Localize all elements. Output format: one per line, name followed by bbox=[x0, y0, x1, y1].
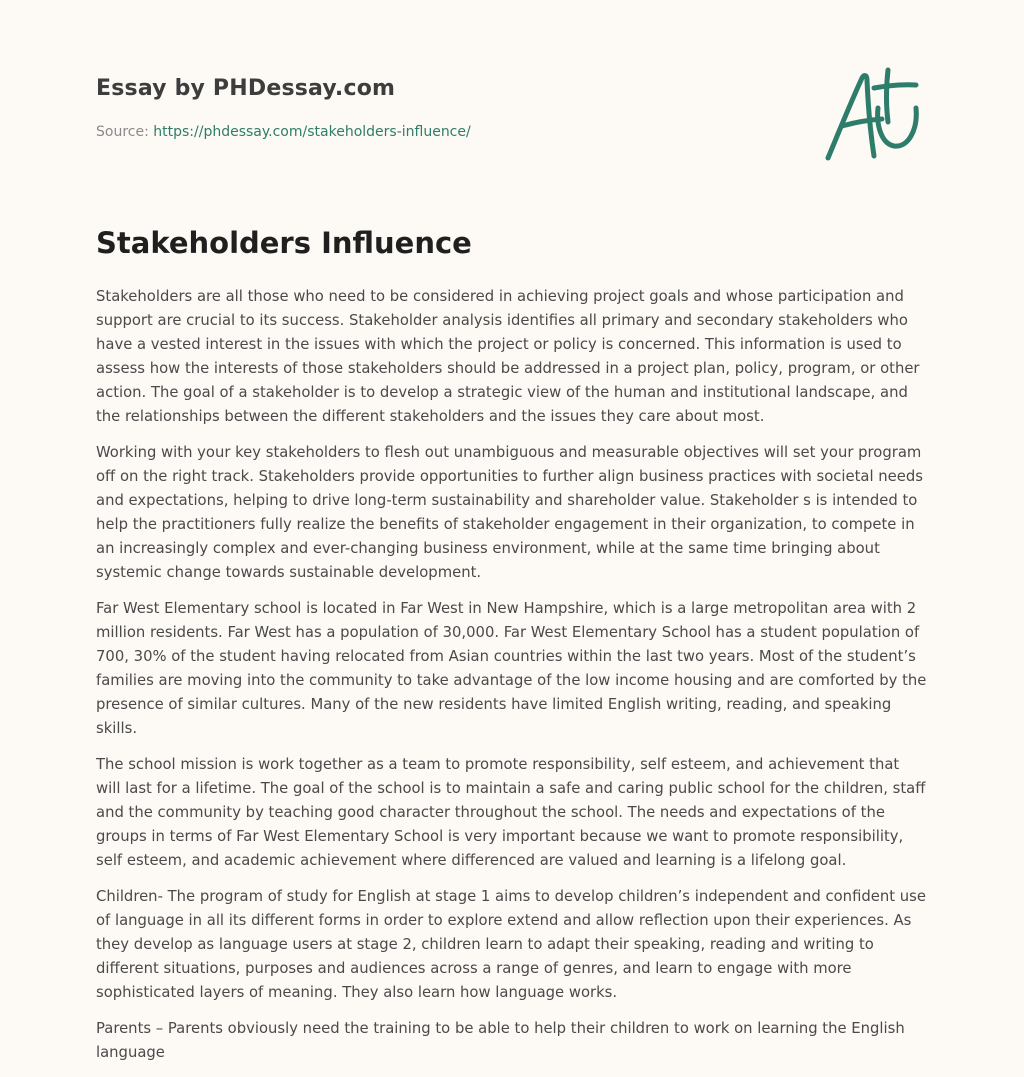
essay-paragraph: Children- The program of study for English at stage 1 aims to develop children’s independent and confident use of language in all its different forms in order to explore extend and allow reflection upon their experiences. As they develop as language users at stage 2, children learn to adapt their speaking, reading and writing to different situations, purposes and audiences across a range of genres, and learn to engage with more sophisticated layers of meaning. They also learn how language works. bbox=[96, 888, 926, 1001]
essay-paragraph: Working with your key stakeholders to flesh out unambiguous and measurable objectives will set your program off on the right track. Stakeholders provide opportunities to further align business practices with societal needs and expectations, helping to drive long-term sustainability and shareholder value. Stakeholder s is intended to help the practitioners fully realize the benefits of stakeholder engagement in their organization, to compete in an increasingly complex and ever-changing business environment, while at the same time bringing about systemic change towards sustainable development. bbox=[96, 444, 923, 581]
essay-paragraph: Stakeholders are all those who need to be considered in achieving project goals and whose participation and support are crucial to its success. Stakeholder analysis identifies all primary and secondary stakeholders who have a vested interest in the issues with which the project or policy is concerned. This information is used to assess how the interests of those stakeholders should be addressed in a project plan, policy, program, or other action. The goal of a stakeholder is to develop a strategic view of the human and institutional landscape, and the relationships between the different stakeholders and the issues they care about most. bbox=[96, 288, 920, 425]
essay-body bbox=[96, 285, 928, 1077]
essay-paragraph: The school mission is work together as a team to promote responsibility, self esteem, and achievement that will last for a lifetime. The goal of the school is to maintain a safe and caring public school for the children, staff and the community by teaching good character throughout the school. The needs and expectations of the groups in terms of Far West Elementary School is very important because we want to promote responsibility, self esteem, and academic achievement where differenced are valued and learning is a lifelong goal. bbox=[96, 756, 926, 869]
essay-title: Stakeholders Influence bbox=[96, 226, 472, 260]
source-link[interactable]: https://phdessay.com/stakeholders-influence/ bbox=[153, 124, 471, 140]
source-label: Source: bbox=[96, 124, 154, 140]
essay-paragraph: Parents – Parents obviously need the training to be able to help their children to work on learning the English language bbox=[96, 1020, 905, 1061]
site-title: Essay by PHDessay.com bbox=[96, 76, 396, 101]
essay-paragraph: Far West Elementary school is located in Far West in New Hampshire, which is a large metropolitan area with 2 million residents. Far West has a population of 30,000. Far West Elementary School has a student population of 700, 30% of the student having relocated from Asian countries within the last two years. Most of the student’s families are moving into the community to take advantage of the low income housing and are comforted by the presence of similar cultures. Many of the new residents have limited English writing, reading, and speaking skills. bbox=[96, 600, 927, 737]
source-line bbox=[96, 124, 471, 140]
a-plus-grade-icon bbox=[822, 64, 926, 168]
